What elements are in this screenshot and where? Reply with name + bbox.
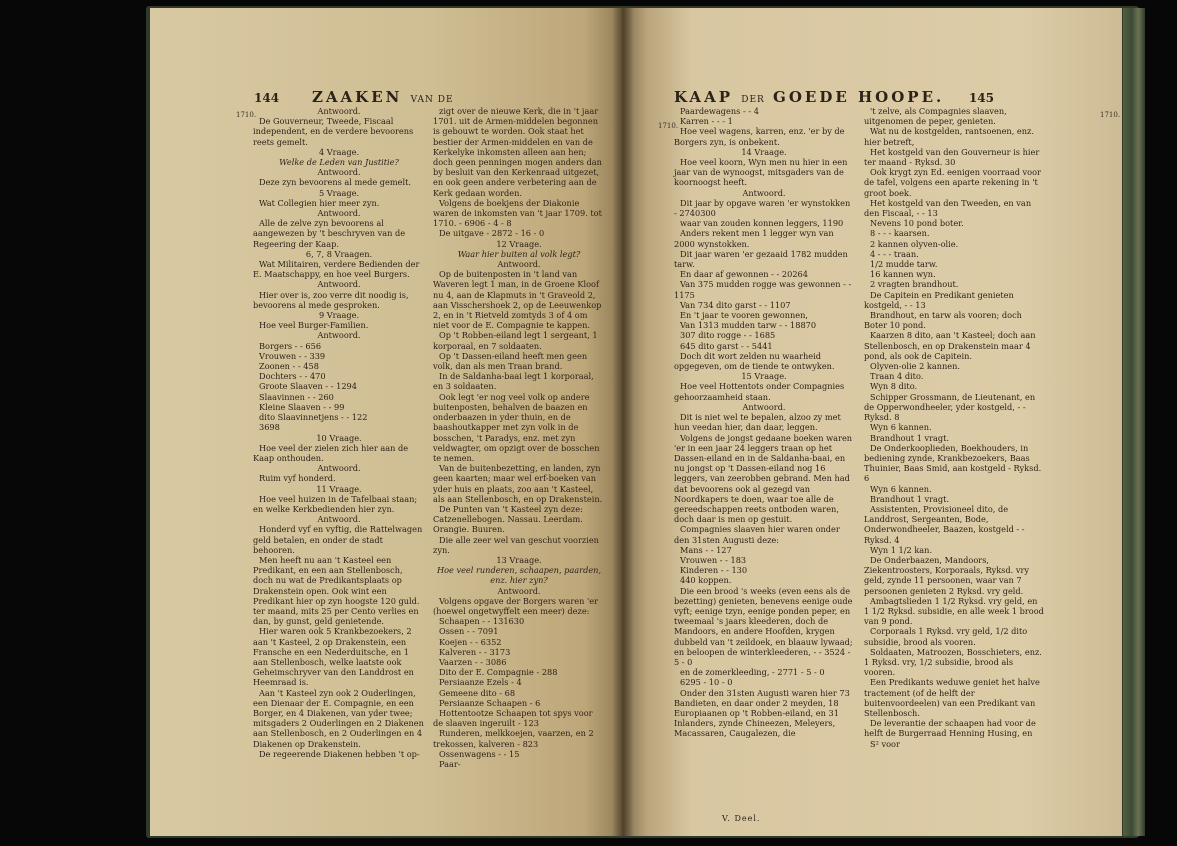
text-line: Antwoord. (317, 330, 361, 341)
text-line: Hoe veel wagens, karren, enz. 'er by de Borgers zyn, is onbekent. (674, 126, 845, 147)
text-line: Op de buitenposten in 't land van Waveren legt 1 man, in de Groene Kloof nu 4, aan de Klapmuts in 't Graveold 2, aan Visschershoek 2, op de Leeuwenkop 2, en in 't Rietveld zomtyds 3 of 4 om niet voor de E. Compagnie te kappen. (433, 269, 602, 331)
text-line: Hier over is, zoo verre dit noodig is, bevoorens al mede gesproken. (253, 289, 409, 310)
text-line: Paardewagens - - 4 (680, 106, 759, 116)
text-line: Ook krygt zyn Ed. eenigen voorraad voor de tafel, volgens een aparte rekening in 't groot boek. (864, 167, 1041, 198)
text-line: en de zomerkleeding, - 2771 - 5 - 0 (680, 667, 825, 678)
text-line: Hoe veel der zielen zich hier aan de Kaap onthouden. (253, 442, 409, 463)
text-line: 440 koppen. (680, 575, 732, 586)
text-line: Vaarzen - - 3086 (439, 656, 507, 667)
text-line: 8 - - - kaarsen. (870, 228, 930, 239)
text-line: Wyn 8 dito. (870, 381, 918, 392)
text-line: Ambagtslieden 1 1/2 Ryksd. vry geld, en 1 1/2 Ryksd. subsidie, en alle week 1 brood van 9 pond. (864, 595, 1044, 627)
text-line: 11 Vraage. (316, 483, 362, 494)
text-line: Wat Collegien hier meer zyn. (259, 197, 380, 208)
text-line: Groote Slaaven - - 1294 (259, 381, 357, 392)
left-page (150, 8, 622, 836)
left-column-1 (253, 106, 425, 759)
right-margin-year-left: 1710. (658, 122, 679, 130)
text-line: Schaapen - - 131630 (439, 616, 525, 627)
text-line: In de Saldanha-baai legt 1 korporaal, en 3 soldaaten. (433, 371, 594, 392)
text-line: Persiaanze Ezels - 4 (439, 677, 522, 688)
text-line: Van 1313 mudden tarw - - 18870 (680, 320, 817, 331)
text-line: En 't jaar te vooren gewonnen, (680, 310, 808, 321)
text-line: Paar- (439, 759, 461, 769)
left-running-title-small: VAN DE (410, 95, 454, 105)
text-line: 10 Vraage. (316, 432, 362, 443)
text-line: Corporaals 1 Ryksd. vry geld, 1/2 dito subsidie, brood als vooren. (864, 626, 1028, 647)
text-line: Doch dit wort zelden nu waarheid opgegeven, om de tiende te ontwyken. (674, 350, 835, 372)
left-column-2 (433, 106, 605, 769)
text-line: Het kostgeld van den Gouverneur is hier ter maand - Ryksd. 30 (864, 146, 1040, 168)
text-line: 4 - - - traan. (870, 248, 919, 259)
right-running-title-2: GOEDE HOOPE. (773, 88, 945, 106)
open-book (150, 8, 1135, 836)
text-line: Slaavinnen - - 260 (259, 391, 334, 402)
text-line: 6295 - 10 - 0 (680, 677, 733, 688)
text-line: De leverantie der schaapen had voor de helft de Burgerraad Henning Husing, en (864, 718, 1036, 739)
text-line: Koejen - - 6352 (439, 636, 502, 647)
text-line: Zoonen - - 458 (259, 361, 319, 372)
text-line: Antwoord. (497, 259, 541, 270)
text-line: Volgens de boekjens der Diakonie waren de inkomsten van 't jaar 1709. tot 1710. - 6906 - 4 - 8 (433, 197, 602, 229)
text-line: Antwoord. (742, 401, 786, 412)
text-line: Wyn 6 kannen. (870, 422, 932, 433)
text-line: Compagnies slaaven hier waren onder den 31sten Augusti deze: (674, 524, 840, 545)
text-line: Brandhout 1 vragt. (870, 432, 950, 443)
text-line: Dit jaar waren 'er gezaaid 1782 mudden tarw. (674, 248, 848, 270)
text-line: De Onderkooplieden, Boekhouders, in bediening zynde, Krankbezoekers, Baas Thuinier, Baas Smid, aan kostgeld - Ryksd. 6 (864, 442, 1042, 484)
text-line: Antwoord. (497, 585, 541, 596)
text-line: Brandhout, en tarw als vooren; doch Boter 10 pond. (864, 310, 1022, 331)
text-line: Hoe veel runderen, schaapen, paarden, enz. hier zyn? (436, 565, 602, 586)
text-line: Hoe veel huizen in de Tafelbaai staan; en welke Kerkbedienden hier zyn. (253, 493, 418, 514)
text-line: Hoe veel koorn, Wyn men nu hier in een jaar van de wynoogst, mitsgaders van de koornoogst heeft. (674, 157, 848, 188)
right-running-title: KAAP (674, 88, 733, 106)
right-running-head (674, 88, 994, 106)
text-line: Anders rekent men 1 legger wyn van 2000 wynstokken. (674, 228, 834, 249)
book-gutter (612, 8, 634, 836)
text-line: 5 Vraage. (318, 187, 360, 198)
text-line: Aan 't Kasteel zyn ook 2 Ouderlingen, een Dienaar der E. Compagnie, en een Borger, en 4 Diakenen, van yder twee; mitsgaders 2 Ouderlingen en 2 Diakenen aan Stellenbosch, en 2 Ouderlingen en 4 Diakenen op Drakenstein. (253, 687, 424, 749)
text-line: Wyn 1 1/2 kan. (870, 544, 933, 555)
text-line: Volgens opgave der Borgers waren 'er (hoewel ongetwyffelt een meer) deze: (433, 595, 599, 616)
text-line: Antwoord. (317, 208, 361, 219)
text-line: Wyn 6 kannen. (870, 483, 932, 494)
text-line: Persiaanze Schaapen - 6 (439, 697, 541, 708)
text-line: Die een brood 's weeks (even eens als de bezetting) genieten, benevens eenige oude vyft; eenige tzyn, eenige ponden peper, en tweemaal 's jaars kleederen, doch de Mandoors, en andere Hoofden, krygen dubbeld van 't zeildoek, en blaauw lywaad; en beloopen de winterkleederen, - - 3524 - 5 - 0 (674, 585, 853, 667)
text-line: Nevens 10 pond boter. (870, 218, 964, 229)
text-line: Antwoord. (317, 106, 361, 116)
text-line: Volgens de jongst gedaane boeken waren 'er in een jaar 24 leggers traan op het Dassen-eiland en in de Saldanha-baai, en nu jongst op 't Dassen-eiland nog 16 leggers, van zeerobben gebrand. Men had dat bevoorens ook al gezegd van Noordkapers te doen, waar toe alle de gereedschappen reets ontboden waren, doch daar is men op gestuit. (674, 432, 853, 525)
right-column-2 (864, 106, 1044, 749)
text-line: Op 't Robben-eiland legt 1 sergeant, 1 korporaal, en 7 soldaaten. (433, 330, 598, 351)
text-line: Dit jaar by opgave waren 'er wynstokken - 2740300 (674, 197, 851, 219)
text-line: Antwoord. (317, 167, 361, 178)
text-line: De Capitein en Predikant genieten kostgeld, - - 13 (864, 289, 1014, 310)
text-line: 15 Vraage. (741, 371, 787, 382)
text-line: Vrouwen - - 339 (259, 350, 326, 361)
text-line: Antwoord. (317, 463, 361, 474)
text-line: Brandhout 1 vragt. (870, 493, 950, 504)
text-line: Hier waren ook 5 Krankbezoekers, 2 aan 't Kasteel, 2 op Drakenstein, een Fransche en een Nederduitsche, en 1 aan Stellenbosch, welke laatste ook Geheimschryver van den Landdrost en Heemraad is. (253, 626, 414, 688)
text-line: Vrouwen - - 183 (680, 554, 747, 565)
text-line: S² voor (870, 738, 900, 749)
text-line: Hoe veel Burger-Familien. (259, 320, 369, 331)
text-line: Olyven-olie 2 kannen. (870, 361, 961, 372)
text-line: zigt over de nieuwe Kerk, die in 't jaar 1701. uit de Armen-middelen begonnen is gebouwt te worden. Ook staat het bestier der Armen-middelen en van de Kerkelyke inkomsten alleen aan hen; doch geen penningen mogen anders dan by besluit van den Kerkenraad uitgezet, en ook geen andere verbetering aan de Kerk gedaan worden. (433, 106, 602, 198)
text-line: Wat Militairen, verdere Bedienden der E. Maatschappy, en hoe veel Burgers. (253, 259, 420, 280)
text-line: Ossen - - 7091 (439, 626, 499, 637)
text-line: Borgers - - 656 (259, 340, 322, 351)
text-line: 2 kannen olyven-olie. (870, 238, 959, 249)
left-running-title: ZAAKEN (311, 88, 403, 106)
text-line: dito Slaavinnetjens - - 122 (259, 412, 368, 423)
text-line: 9 Vraage. (318, 310, 360, 321)
left-margin-year: 1710. (236, 111, 257, 119)
text-line: Antwoord. (742, 187, 786, 198)
text-line: 4 Vraage. (318, 146, 360, 157)
text-line: Ruim vyf honderd. (259, 473, 336, 484)
text-line: Welke de Leden van Justitie? (279, 157, 399, 168)
text-line: De uitgave - 2872 - 16 - 0 (439, 228, 545, 239)
text-line: 645 dito garst - - 5441 (680, 340, 773, 351)
text-line: Dito der E. Compagnie - 288 (439, 667, 558, 678)
text-line: Hoe veel Hottentots onder Compagnies gehoorzaamheid staan. (674, 381, 845, 402)
text-line: Van de buitenbezetting, en landen, zyn geen kaarten; maar wel erf-boeken van yder huis en plaats, zoo aan 't Kasteel, als aan Stellenbosch, en op Drakenstein. (433, 463, 603, 504)
text-line: Mans - - 127 (680, 544, 732, 555)
text-line: Karren - - - 1 (680, 116, 733, 127)
text-line: Ossenwagens - - 15 (439, 748, 520, 759)
text-line: Een Predikants weduwe geniet het halve tractement (of de helft der buitenvoordeelen) van een Predikant van Stellenbosch. (864, 677, 1040, 718)
text-line: Alle de zelve zyn bevoorens al aangewezen by 't beschryven van de Regeering der Kaap. (253, 218, 406, 249)
text-line: En daar af gewonnen - - 20264 (680, 269, 808, 280)
text-line: Men heeft nu aan 't Kasteel een Predikant, en een aan Stellenbosch, doch nu wat de Predikantsplaats op Drakenstein open. Ook wint een Predikant hier op zyn hoogste 120 guld. ter maand, mits 25 per Cento verlies en dan, by gunst, geld genietende. (253, 554, 420, 627)
text-line: De Gouverneur, Tweede, Fiscaal independent, en de verdere bevoorens reets gemelt. (253, 116, 414, 147)
text-line: Kaarzen 8 dito, aan 't Kasteel; doch aan Stellenbosch, en op Drakenstein maar 4 pond, als ook de Capitein. (864, 330, 1036, 361)
page-signature: V. Deel. (722, 814, 761, 823)
text-line: Wat nu de kostgelden, rantsoenen, enz. hier betreft, (864, 126, 1034, 147)
right-column-1 (674, 106, 854, 739)
text-line: 't zelve, als Compagnies slaaven, uitgenomen de peper, genieten. (864, 106, 1007, 127)
text-line: Kleine Slaaven - - 99 (259, 401, 345, 412)
text-line: 6, 7, 8 Vraagen. (305, 248, 373, 259)
text-line: Op 't Dassen-eiland heeft men geen volk, dan als men Traan brand. (433, 350, 588, 372)
text-line: Assistenten, Provisioneel dito, de Landdrost, Sergeanten, Bode, Onderwondheeler, Baazen, kostgeld - - Ryksd. 4 (864, 503, 1025, 545)
text-line: 3698 (259, 422, 280, 433)
text-line: 1/2 mudde tarw. (870, 259, 938, 270)
text-line: Van 375 mudden rogge was gewonnen - - 1175 (674, 279, 852, 300)
text-line: Dochters - - 470 (259, 371, 326, 382)
text-line: Gemeene dito - 68 (439, 687, 516, 698)
text-line: De Punten van 't Kasteel zyn deze: Catzenellebogen. Nassau. Leerdam. Orangie. Buuren. (433, 503, 583, 535)
text-line: Dit is niet wel te bepalen, alzoo zy met hun veedan hier, dan daar, leggen. (674, 412, 841, 433)
text-line: Deze zyn bevoorens al mede gemelt. (259, 177, 412, 188)
text-line: Traan 4 dito. (870, 371, 924, 382)
right-running-title-small: DER (741, 95, 765, 105)
book-cover-edge (1123, 8, 1145, 836)
text-line: Kinderen - - 130 (680, 565, 748, 576)
text-line: Waar hier buiten al volk legt? (457, 248, 581, 259)
text-line: 14 Vraage. (741, 146, 787, 157)
text-line: Onder den 31sten Augusti waren hier 73 Bandieten, en daar onder 2 meyden, 18 Europiaanen op 't Robben-eiland, en 31 Inlanders, zynde Chineezen, Meleyers, Macassaren, Caugalezen, die (674, 687, 850, 739)
text-line: 13 Vraage. (496, 554, 542, 565)
left-running-head (254, 88, 454, 106)
text-line: Runderen, melkkoejen, vaarzen, en 2 trekossen, kalveren - 823 (433, 728, 594, 749)
text-line: Schipper Grossmann, de Lieutenant, en de Opperwondheeler, yder kostgeld, - - Ryksd. 8 (864, 391, 1036, 423)
text-line: waar van zouden konnen leggers, 1190 (680, 218, 844, 229)
text-line: Honderd vyf en vyftig, die Rattelwagen geld betalen, en onder de stadt behooren. (253, 524, 423, 555)
right-page-number: 145 (968, 91, 994, 105)
text-line: 307 dito rogge - - 1685 (680, 330, 776, 341)
text-line: Die alle zeer wel van geschut voorzien zyn. (433, 534, 599, 555)
text-line: Antwoord. (317, 279, 361, 290)
text-line: 16 kannen wyn. (870, 269, 936, 280)
text-line: 2 vragten brandhout. (870, 279, 959, 290)
text-line: Soldaaten, Matroozen, Bosschieters, enz. 1 Ryksd. vry, 1/2 subsidie, brood als vooren. (864, 646, 1042, 678)
text-line: 12 Vraage. (496, 238, 542, 249)
text-line: Ook legt 'er nog veel volk op andere buitenposten, behalven de baazen en onderbaazen in yder thuin, en de baashoutkapper met zyn volk in de bosschen, 't Paradys, enz. met zyn veldwagter, om opzigt over de bosschen te nemen. (433, 391, 600, 463)
text-line: Van 734 dito garst - - 1107 (680, 299, 791, 310)
text-line: Kalveren - - 3173 (439, 646, 511, 657)
right-margin-year-right: 1710. (1100, 111, 1121, 119)
text-line: Het kostgeld van den Tweeden, en van den Fiscaal, - - 13 (864, 197, 1032, 219)
right-page (622, 8, 1122, 836)
left-page-number: 144 (254, 91, 280, 105)
text-line: De regeerende Diakenen hebben 't op- (259, 748, 420, 759)
text-line: De Onderbaazen, Mandoors, Ziekentroosters, Korporaals, Ryksd. vry geld, zynde 11 persoonen, waar van 7 persoonen genieten 2 Ryksd. vry geld. (864, 554, 1029, 596)
text-line: Hottentootze Schaapen tot spys voor de slaaven ingeruilt - 123 (433, 707, 593, 729)
text-line: Antwoord. (317, 514, 361, 525)
